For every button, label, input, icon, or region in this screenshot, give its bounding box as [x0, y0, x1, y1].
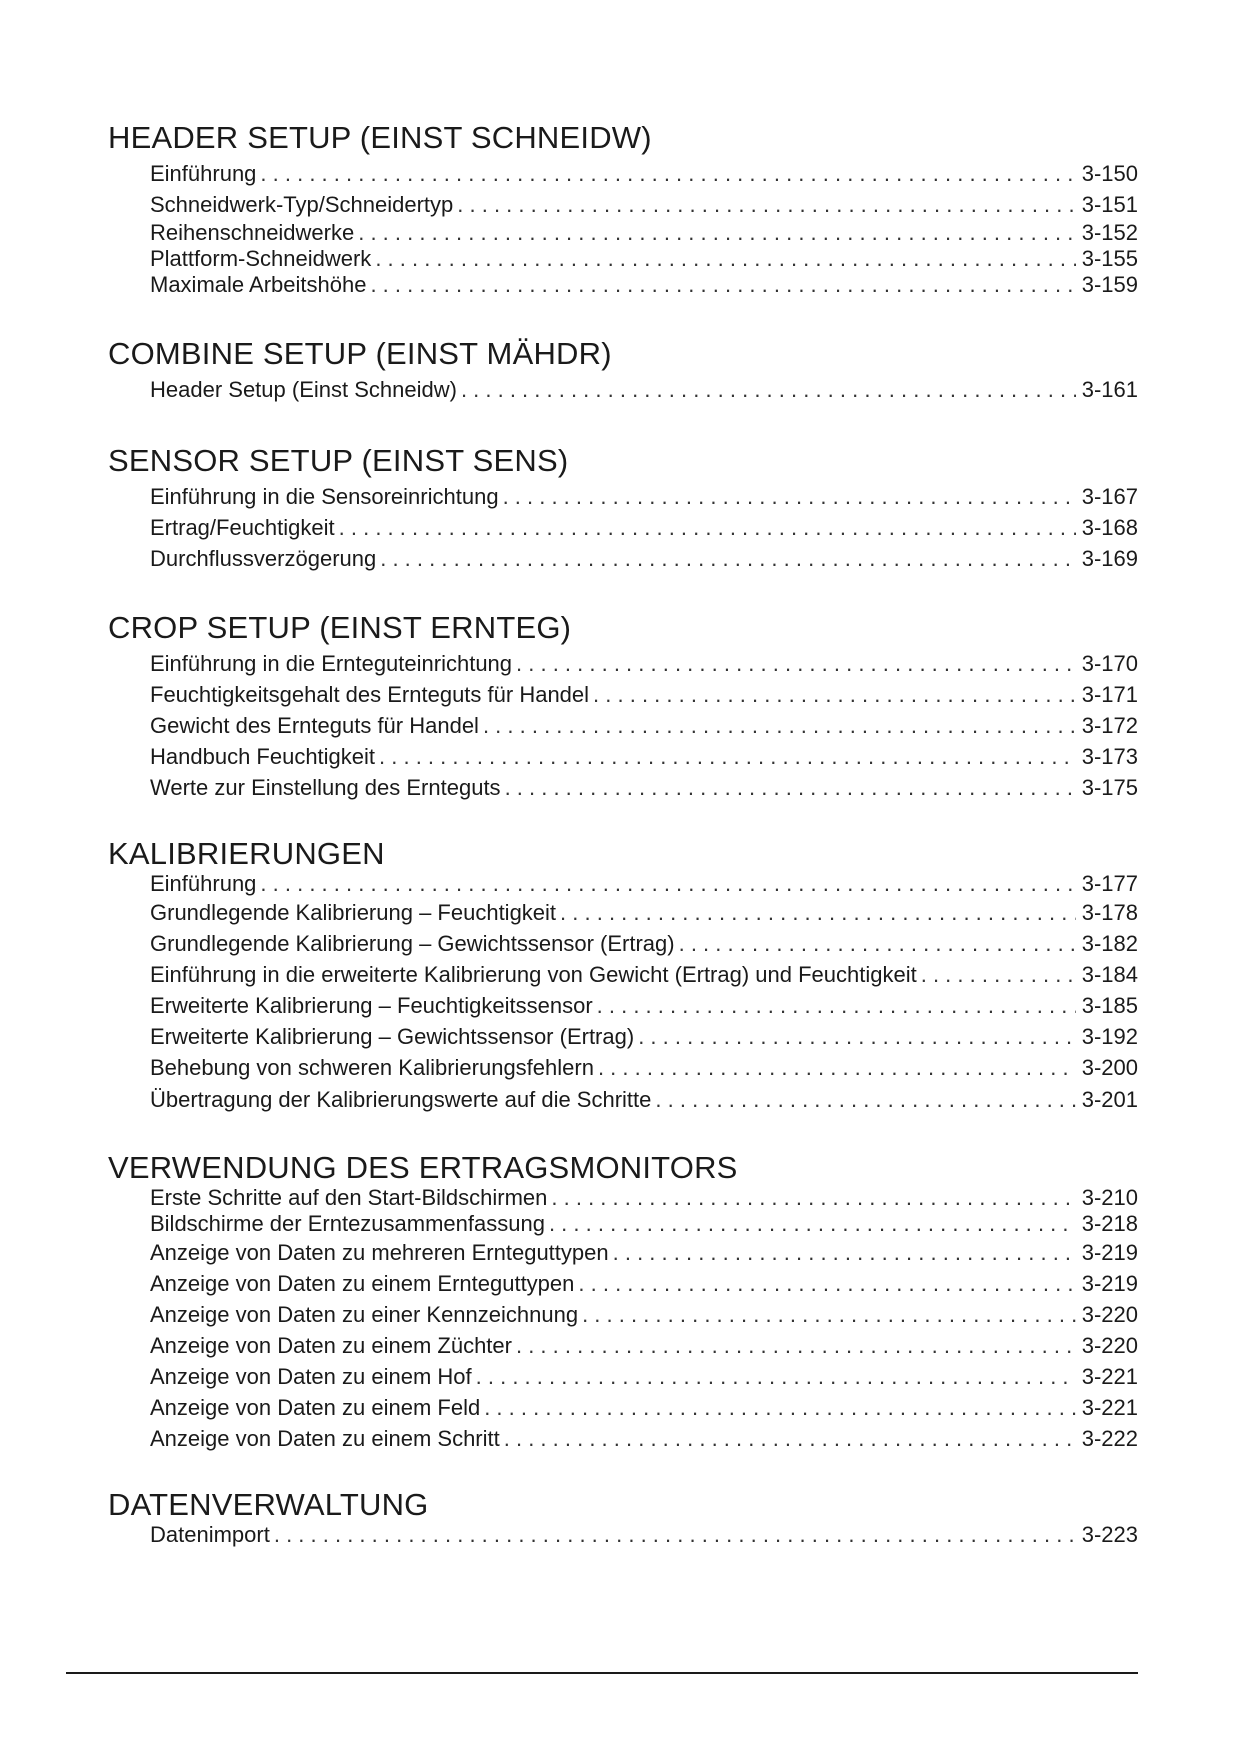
- section-title: CROP SETUP (EINST ERNTEG): [108, 610, 572, 645]
- toc-entry[interactable]: [150, 189, 1138, 220]
- entry-page: 3-221: [1081, 1364, 1138, 1389]
- entry-label: Anzeige von Daten zu mehreren Ernteguttypen: [150, 1240, 609, 1265]
- entry-label: Schneidwerk-Typ/Schneidertyp: [150, 192, 454, 217]
- leader-dots: [505, 772, 1076, 803]
- entry-page: 3-219: [1081, 1271, 1138, 1296]
- entry-page: 3-177: [1081, 871, 1138, 896]
- entry-label: Behebung von schweren Kalibrierungsfehlern: [150, 1055, 594, 1080]
- leader-dots: [549, 1211, 1076, 1237]
- entry-page: 3-170: [1081, 651, 1138, 676]
- entry-page: 3-175: [1081, 775, 1138, 800]
- leader-dots: [379, 741, 1076, 772]
- entry-label: Datenimport: [150, 1522, 270, 1547]
- entry-label: Einführung in die erweiterte Kalibrierung von Gewicht (Ertrag) und Feuchtigkeit: [150, 962, 917, 987]
- toc-entry[interactable]: [150, 1052, 1138, 1083]
- toc-section: [108, 334, 1138, 405]
- entry-page: 3-220: [1081, 1333, 1138, 1358]
- entry-label: Reihenschneidwerke: [150, 220, 355, 245]
- toc-section: [108, 118, 1138, 298]
- leader-dots: [655, 1083, 1075, 1117]
- leader-dots: [375, 246, 1075, 272]
- leader-dots: [560, 897, 1076, 928]
- entry-page: 3-223: [1081, 1522, 1138, 1547]
- table-of-contents: [108, 118, 1138, 1548]
- toc-entry[interactable]: [150, 772, 1138, 803]
- entry-page: 3-222: [1081, 1426, 1138, 1451]
- leader-dots: [503, 481, 1076, 512]
- leader-dots: [598, 1052, 1076, 1083]
- leader-dots: [551, 1185, 1075, 1211]
- toc-entry[interactable]: [150, 648, 1138, 679]
- entry-page: 3-210: [1081, 1185, 1138, 1210]
- entry-page: 3-152: [1081, 220, 1138, 245]
- entry-label: Anzeige von Daten zu einer Kennzeichnung: [150, 1302, 579, 1327]
- leader-dots: [582, 1299, 1076, 1330]
- leader-dots: [370, 272, 1075, 298]
- toc-entry[interactable]: [150, 1211, 1138, 1237]
- leader-dots: [516, 1330, 1076, 1361]
- entry-label: Gewicht des Ernteguts für Handel: [150, 713, 479, 738]
- entry-label: Anzeige von Daten zu einem Züchter: [150, 1333, 512, 1358]
- entry-page: 3-171: [1081, 682, 1138, 707]
- entry-page: 3-155: [1081, 246, 1138, 271]
- leader-dots: [380, 543, 1075, 574]
- leader-dots: [679, 928, 1076, 959]
- entry-page: 3-219: [1081, 1240, 1138, 1265]
- leader-dots: [921, 959, 1076, 990]
- leader-dots: [504, 1423, 1076, 1454]
- entry-page: 3-220: [1081, 1302, 1138, 1327]
- leader-dots: [260, 158, 1075, 189]
- entry-label: Handbuch Feuchtigkeit: [150, 744, 376, 769]
- section-title: KALIBRIERUNGEN: [108, 836, 385, 871]
- leader-dots: [593, 679, 1076, 710]
- entry-page: 3-178: [1081, 900, 1138, 925]
- toc-entry[interactable]: [150, 1185, 1138, 1211]
- footer-rule: [66, 1672, 1138, 1674]
- toc-entry[interactable]: [150, 374, 1138, 405]
- section-title: DATENVERWALTUNG: [108, 1487, 429, 1522]
- toc-entry[interactable]: [150, 871, 1138, 897]
- entry-label: Einführung: [150, 871, 257, 896]
- entry-page: 3-200: [1081, 1055, 1138, 1080]
- toc-entry[interactable]: [150, 1330, 1138, 1361]
- toc-entry[interactable]: [150, 1423, 1138, 1454]
- entry-label: Werte zur Einstellung des Ernteguts: [150, 775, 501, 800]
- toc-entry[interactable]: [150, 220, 1138, 246]
- toc-entry[interactable]: [150, 990, 1138, 1021]
- entry-label: Anzeige von Daten zu einem Schritt: [150, 1426, 500, 1451]
- toc-entry[interactable]: [150, 928, 1138, 959]
- toc-entry[interactable]: [150, 1237, 1138, 1268]
- toc-section: [108, 837, 1138, 1117]
- entry-label: Grundlegende Kalibrierung – Gewichtssensor (Ertrag): [150, 931, 675, 956]
- toc-section: [108, 1488, 1138, 1548]
- entry-page: 3-173: [1081, 744, 1138, 769]
- section-title: COMBINE SETUP (EINST MÄHDR): [108, 336, 612, 371]
- toc-section: [108, 1151, 1138, 1454]
- leader-dots: [260, 871, 1075, 897]
- leader-dots: [516, 648, 1076, 679]
- entry-label: Maximale Arbeitshöhe: [150, 272, 367, 297]
- entry-page: 3-192: [1081, 1024, 1138, 1049]
- leader-dots: [638, 1021, 1076, 1052]
- entry-label: Plattform-Schneidwerk: [150, 246, 372, 271]
- toc-entry[interactable]: [150, 741, 1138, 772]
- entry-page: 3-159: [1081, 272, 1138, 297]
- entry-label: Erste Schritte auf den Start-Bildschirmen: [150, 1185, 548, 1210]
- toc-entry[interactable]: [150, 1361, 1138, 1392]
- entry-label: Einführung in die Sensoreinrichtung: [150, 484, 499, 509]
- entry-page: 3-182: [1081, 931, 1138, 956]
- toc-entry[interactable]: [150, 512, 1138, 543]
- toc-entry[interactable]: [150, 897, 1138, 928]
- entry-label: Erweiterte Kalibrierung – Gewichtssensor (Ertrag): [150, 1024, 635, 1049]
- toc-entry[interactable]: [150, 246, 1138, 272]
- entry-page: 3-150: [1081, 161, 1138, 186]
- entry-page: 3-184: [1081, 962, 1138, 987]
- entry-label: Übertragung der Kalibrierungswerte auf die Schritte: [150, 1087, 652, 1112]
- entry-label: Anzeige von Daten zu einem Hof: [150, 1364, 472, 1389]
- entry-page: 3-218: [1081, 1211, 1138, 1236]
- leader-dots: [339, 512, 1076, 543]
- section-title: HEADER SETUP (EINST SCHNEIDW): [108, 120, 652, 155]
- leader-dots: [461, 374, 1076, 405]
- entry-label: Bildschirme der Erntezusammenfassung: [150, 1211, 545, 1236]
- leader-dots: [597, 990, 1076, 1021]
- section-title: VERWENDUNG DES ERTRAGSMONITORS: [108, 1150, 738, 1185]
- entry-label: Header Setup (Einst Schneidw): [150, 377, 457, 402]
- leader-dots: [358, 220, 1075, 246]
- toc-entry[interactable]: [150, 679, 1138, 710]
- entry-page: 3-201: [1081, 1087, 1138, 1112]
- toc-entry[interactable]: [150, 543, 1138, 574]
- toc-entry[interactable]: [150, 1392, 1138, 1423]
- toc-entry[interactable]: [150, 710, 1138, 741]
- toc-section: [108, 608, 1138, 803]
- leader-dots: [457, 189, 1075, 220]
- toc-entry[interactable]: [150, 272, 1138, 298]
- toc-entry[interactable]: [150, 1299, 1138, 1330]
- entry-label: Erweiterte Kalibrierung – Feuchtigkeitssensor: [150, 993, 593, 1018]
- entry-page: 3-161: [1081, 377, 1138, 402]
- leader-dots: [476, 1361, 1076, 1392]
- toc-entry[interactable]: [150, 158, 1138, 189]
- entry-label: Anzeige von Daten zu einem Ernteguttypen: [150, 1271, 575, 1296]
- leader-dots: [613, 1237, 1076, 1268]
- leader-dots: [483, 710, 1076, 741]
- toc-entry[interactable]: [150, 1021, 1138, 1052]
- entry-page: 3-169: [1081, 546, 1138, 571]
- toc-entry[interactable]: [150, 959, 1138, 990]
- entry-label: Einführung: [150, 161, 257, 186]
- entry-label: Durchflussverzögerung: [150, 546, 377, 571]
- entry-page: 3-172: [1081, 713, 1138, 738]
- leader-dots: [578, 1268, 1075, 1299]
- entry-page: 3-221: [1081, 1395, 1138, 1420]
- leader-dots: [274, 1522, 1076, 1548]
- toc-entry[interactable]: [150, 1083, 1138, 1117]
- entry-page: 3-185: [1081, 993, 1138, 1018]
- entry-label: Einführung in die Ernteguteinrichtung: [150, 651, 513, 676]
- entry-label: Feuchtigkeitsgehalt des Ernteguts für Handel: [150, 682, 590, 707]
- entry-page: 3-168: [1081, 515, 1138, 540]
- entry-label: Ertrag/Feuchtigkeit: [150, 515, 335, 540]
- entry-page: 3-167: [1081, 484, 1138, 509]
- toc-entry[interactable]: [150, 1522, 1138, 1548]
- entry-label: Anzeige von Daten zu einem Feld: [150, 1395, 481, 1420]
- toc-entry[interactable]: [150, 481, 1138, 512]
- entry-page: 3-151: [1081, 192, 1138, 217]
- toc-section: [108, 441, 1138, 574]
- toc-entry[interactable]: [150, 1268, 1138, 1299]
- leader-dots: [484, 1392, 1076, 1423]
- entry-label: Grundlegende Kalibrierung – Feuchtigkeit: [150, 900, 557, 925]
- section-title: SENSOR SETUP (EINST SENS): [108, 443, 569, 478]
